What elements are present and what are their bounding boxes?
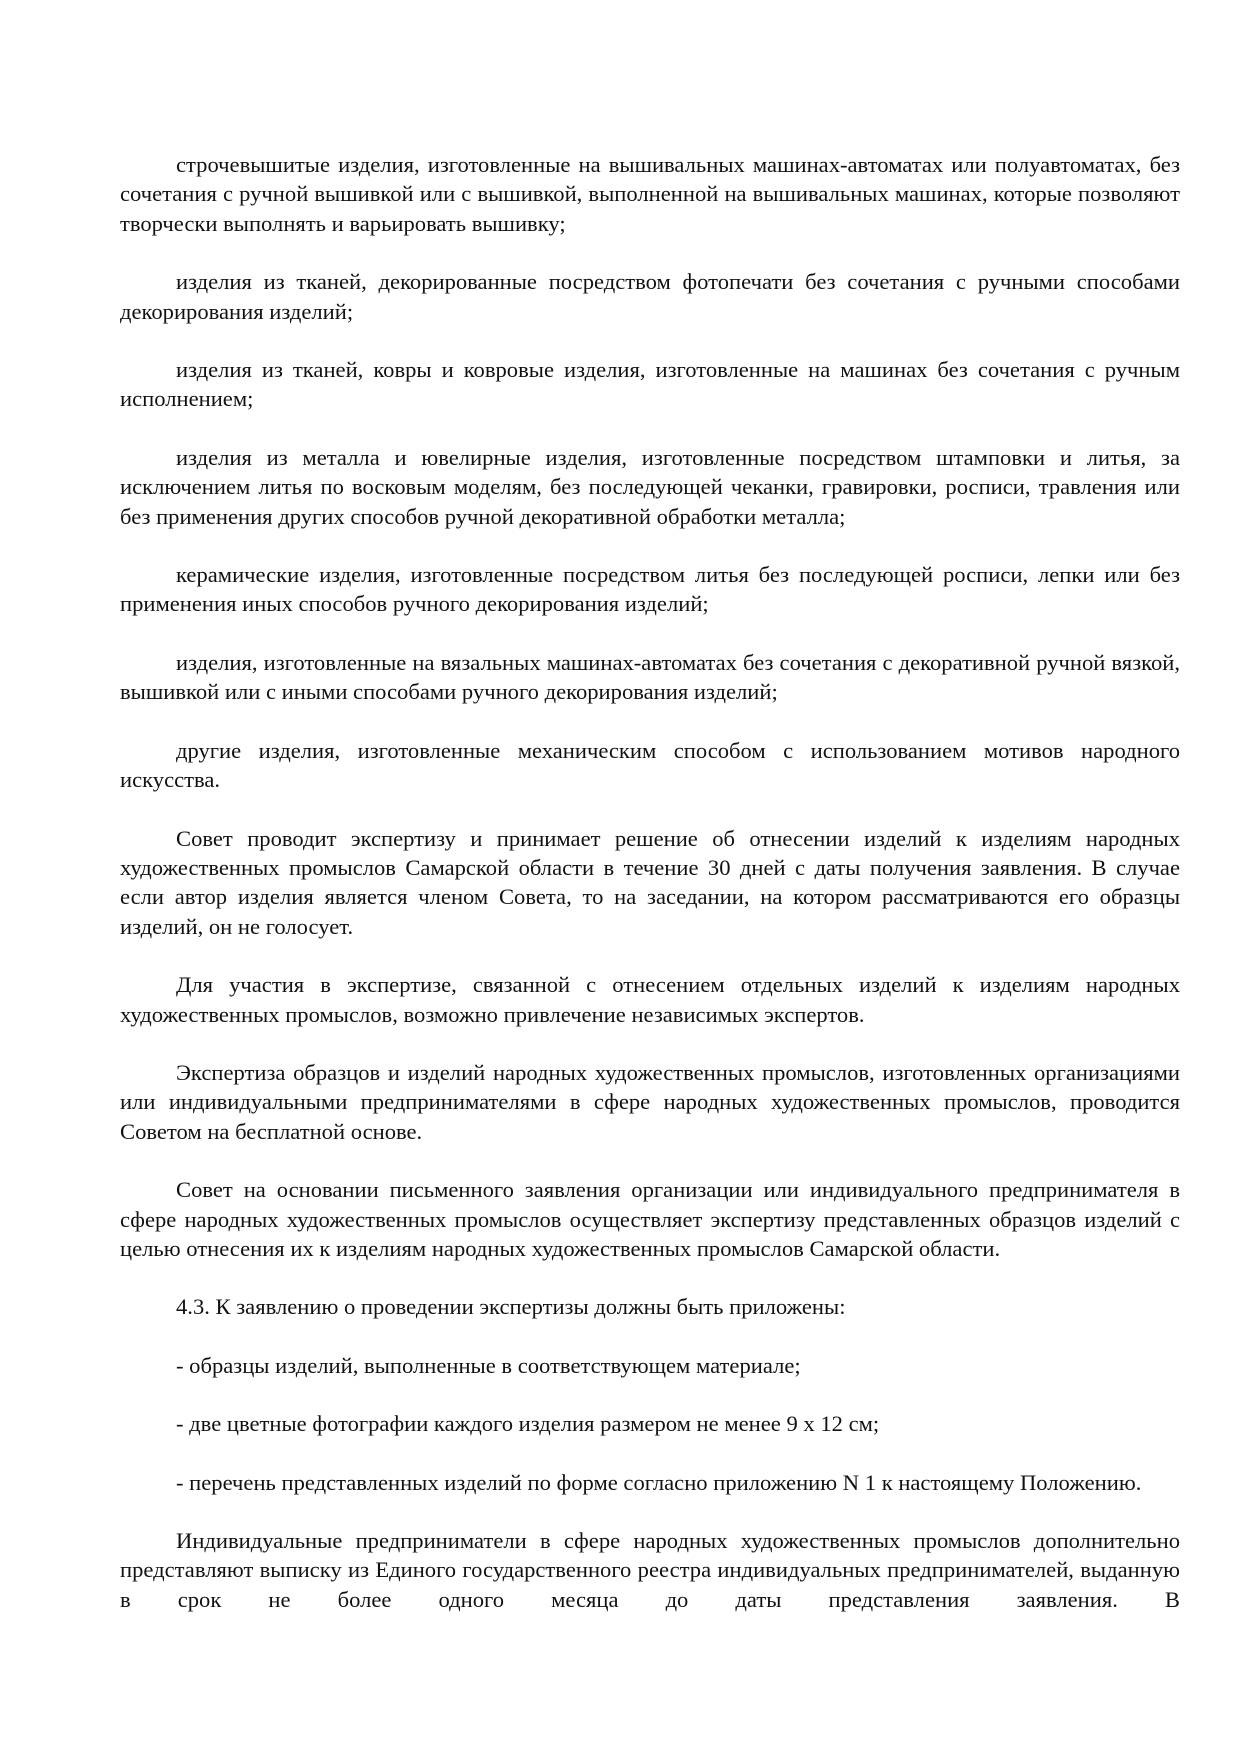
paragraph-knitting-machines: изделия, изготовленные на вязальных машинах-автоматах без сочетания с декоративной ручной вязкой, вышивкой или с иными способами ручного декорирования изделий; xyxy=(120,649,1180,705)
paragraph-photo-print-fabrics: изделия из тканей, декорированные посредством фотопечати без сочетания с ручными способами декорирования изделий; xyxy=(120,269,1180,324)
paragraph-individual-entrepreneurs: Индивидуальные предприниматели в сфере народных художественных промыслов дополнительно представляют выписку из Единого государственного реестра индивидуальных предпринимателей, выданную в срок не более одного месяца до даты представления заявления. В xyxy=(120,1528,1180,1612)
list-item-samples: - образцы изделий, выполненные в соответствующем материале; xyxy=(176,1352,801,1378)
paragraph-machine-embroidery: строчевышитые изделия, изготовленные на вышивальных машинах-автоматах или полуавтоматах, без сочетания с ручной вышивкой или с вышивкой, выполненной на вышивальных машинах, которые позволяют творчески выполнять и варьировать вышивку; xyxy=(120,152,1180,236)
paragraph-free-expertise: Экспертиза образцов и изделий народных художественных промыслов, изготовленных организациями или индивидуальными предпринимателями в сфере народных художественных промыслов, проводится Советом на бесплатной основе. xyxy=(120,1059,1180,1144)
list-item-photos: - две цветные фотографии каждого изделия размером не менее 9 х 12 см; xyxy=(176,1411,880,1437)
paragraph-written-application: Совет на основании письменного заявления организации или индивидуального предпринимателя в сфере народных художественных промыслов осуществляет экспертизу представленных образцов изделий с целью отнесения их к изделиям народных художественных промыслов Самарской области. xyxy=(120,1177,1180,1261)
paragraph-ceramics: керамические изделия, изготовленные посредством литья без последующей росписи, лепки или без применения иных способов ручного декорирования изделий; xyxy=(120,562,1180,617)
paragraph-metal-jewelry: изделия из металла и ювелирные изделия, изготовленные посредством штамповки и литья, за исключением литья по восковым моделям, без последующей чеканки, гравировки, росписи, травления или без применения других способов ручной декоративной обработки металла; xyxy=(120,444,1180,529)
document-page xyxy=(120,150,1180,1643)
paragraph-section-4-3: 4.3. К заявлению о проведении экспертизы должны быть приложены: xyxy=(176,1294,846,1320)
paragraph-carpets: изделия из тканей, ковры и ковровые изделия, изготовленные на машинах без сочетания с ручным исполнением; xyxy=(120,357,1180,412)
paragraph-independent-experts: Для участия в экспертизе, связанной с отнесением отдельных изделий к изделиям народных художественных промыслов, возможно привлечение независимых экспертов. xyxy=(120,972,1180,1027)
paragraph-other-mechanical: другие изделия, изготовленные механическим способом с использованием мотивов народного искусства. xyxy=(120,737,1180,793)
paragraph-council-expertise: Совет проводит экспертизу и принимает решение об отнесении изделий к изделиям народных художественных промыслов Самарской области в течение 30 дней с даты получения заявления. В случае если автор изделия является членом Совета, то на заседании, на котором рассматриваются его образцы изделий, он не голосует. xyxy=(120,825,1180,939)
list-item-product-list: - перечень представленных изделий по форме согласно приложению N 1 к настоящему Положению. xyxy=(176,1469,1142,1495)
